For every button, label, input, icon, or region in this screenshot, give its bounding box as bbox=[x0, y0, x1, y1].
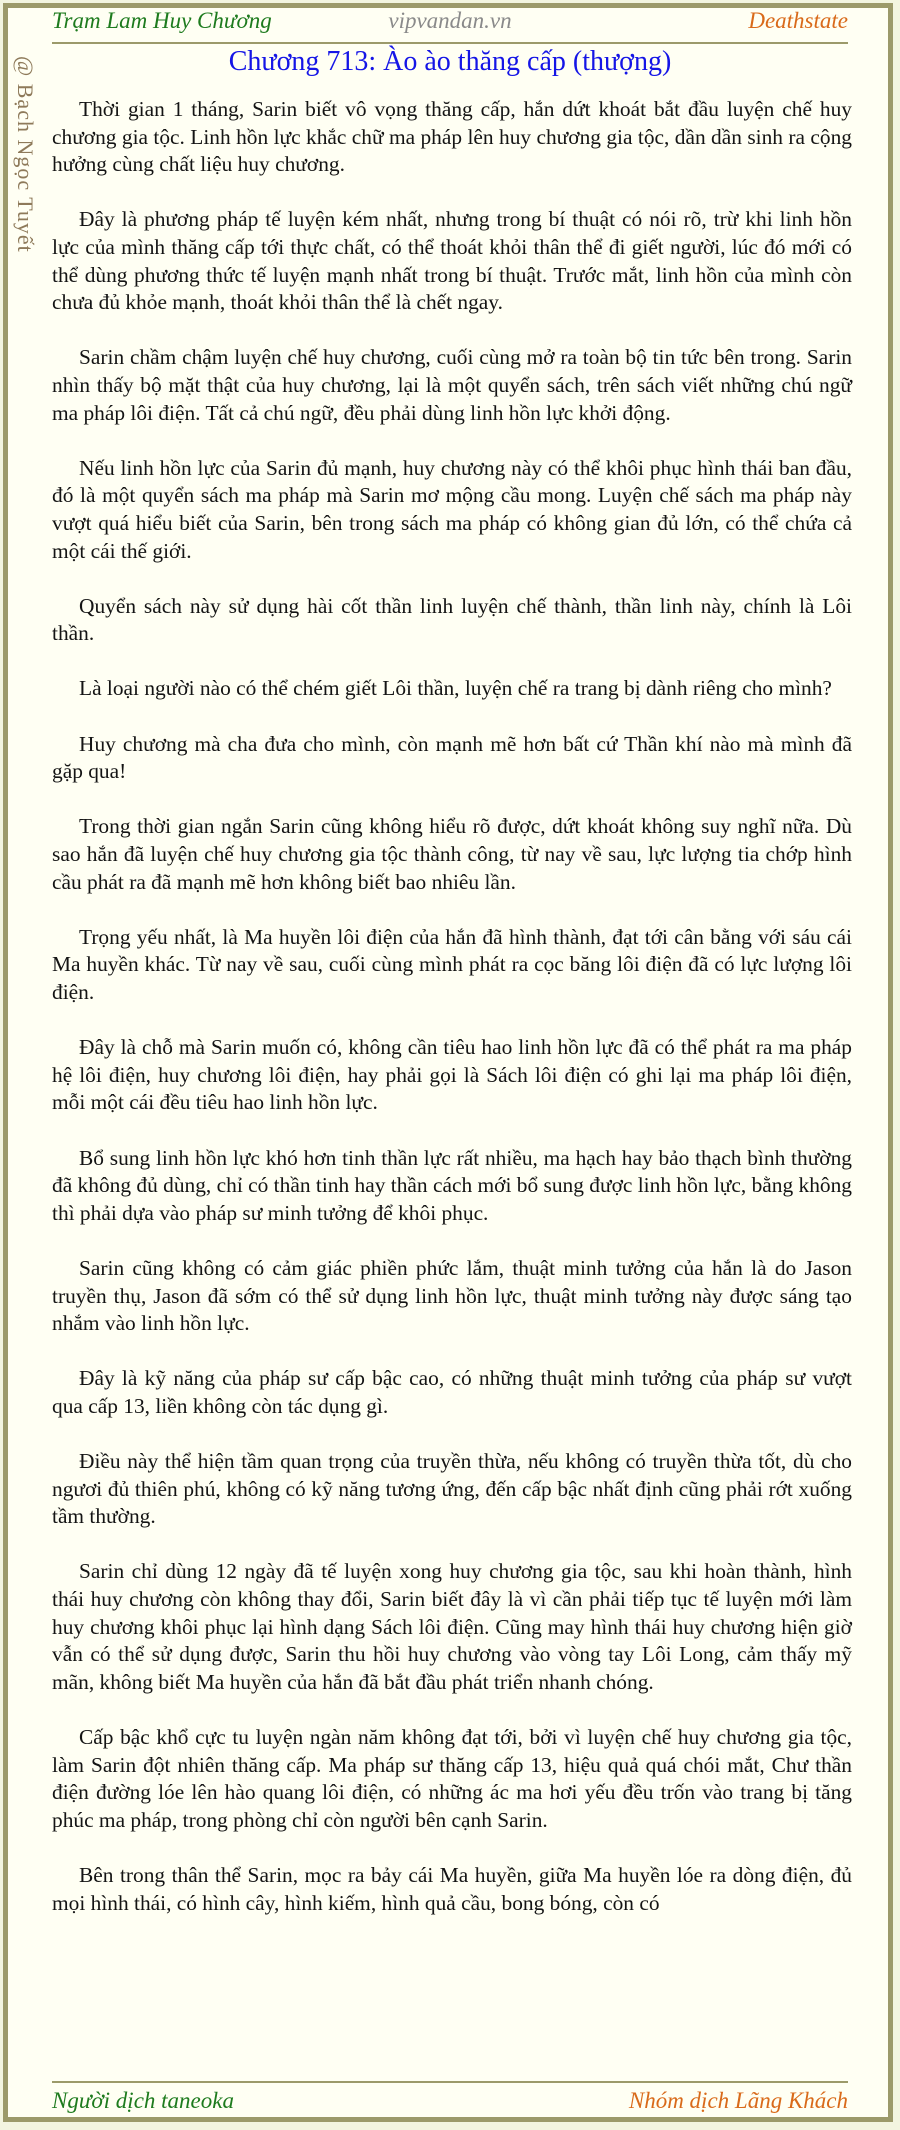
header-divider bbox=[52, 42, 848, 44]
page-header bbox=[52, 8, 848, 42]
chapter-body bbox=[52, 96, 852, 1945]
header-book-title: Trạm Lam Huy Chương bbox=[52, 8, 272, 33]
paragraph: Sarin chầm chậm luyện chế huy chương, cuối cùng mở ra toàn bộ tin tức bên trong. Sarin nhìn thấy bộ mặt thật của huy chương, lại là một quyển sách, trên sách viết những chú ngữ ma pháp lôi điện. Tất cả chú ngữ, đều phải dùng linh hồn lực khởi động. bbox=[52, 345, 852, 425]
header-site: vipvandan.vn bbox=[388, 8, 512, 33]
paragraph: Thời gian 1 tháng, Sarin biết vô vọng thăng cấp, hắn dứt khoát bắt đầu luyện chế huy chương gia tộc. Linh hồn lực khắc chữ ma pháp lên huy chương gia tộc, dần dần sinh ra cộng hưởng cùng chất liệu huy chương. bbox=[52, 97, 852, 177]
paragraph: Sarin chỉ dùng 12 ngày đã tế luyện xong huy chương gia tộc, sau khi hoàn thành, hình thái huy chương còn không thay đổi, Sarin biết đây là vì cần phải tiếp tục tế luyện mới làm huy chương khôi phục lại hình dạng Sách lôi điện. Cũng may hình thái huy chương hiện giờ vẫn có thể sử dụng được, Sarin thu hồi huy chương vào vòng tay Lôi Long, cảm thấy mỹ mãn, không biết Ma huyền của hắn đã bắt đầu phát triển nhanh chóng. bbox=[52, 1559, 852, 1694]
side-watermark: @ Bạch Ngọc Tuyết bbox=[13, 56, 38, 253]
footer-translator: Người dịch taneoka bbox=[52, 2088, 234, 2113]
paragraph: Bổ sung linh hồn lực khó hơn tinh thần lực rất nhiều, ma hạch hay bảo thạch bình thường đã không đủ dùng, chỉ có thần tinh hay thần cách mới bổ sung được linh hồn lực, bằng không thì phải dựa vào pháp sư minh tưởng để khôi phục. bbox=[52, 1145, 852, 1225]
header-author: Deathstate bbox=[748, 8, 848, 33]
chapter-title: Chương 713: Ào ào thăng cấp (thượng) bbox=[228, 46, 672, 77]
footer-divider bbox=[52, 2081, 848, 2083]
paragraph: Cấp bậc khổ cực tu luyện ngàn năm không đạt tới, bởi vì luyện chế huy chương gia tộc, làm Sarin đột nhiên thăng cấp. Ma pháp sư thăng cấp 13, hiệu quả quá chói mắt, Chư thần điện đường lóe lên hào quang lôi điện, có những ác ma hơi yếu đều trốn vào trang bị tăng phúc ma pháp, trong phòng chỉ còn người bên cạnh Sarin. bbox=[52, 1725, 852, 1832]
paragraph: Trong thời gian ngắn Sarin cũng không hiểu rõ được, dứt khoát không suy nghĩ nữa. Dù sao hắn đã luyện chế huy chương gia tộc thành công, từ nay về sau, lực lượng tia chớp hình cầu phát ra đã mạnh mẽ hơn không biết bao nhiêu lần. bbox=[52, 814, 852, 894]
paragraph: Đây là chỗ mà Sarin muốn có, không cần tiêu hao linh hồn lực đã có thể phát ra ma pháp hệ lôi điện, huy chương lôi điện, hay phải gọi là Sách lôi điện có ghi lại ma pháp lôi điện, mỗi một cái đều tiêu hao linh hồn lực. bbox=[52, 1035, 852, 1115]
paragraph: Đây là phương pháp tế luyện kém nhất, nhưng trong bí thuật có nói rõ, trừ khi linh hồn lực của mình thăng cấp tới thực chất, có thể thoát khỏi thân thể đi giết người, lúc đó mới có thể dùng phương thức tế luyện mạnh nhất trong bí thuật. Trước mắt, linh hồn của mình còn chưa đủ khỏe mạnh, thoát khỏi thân thể là chết ngay. bbox=[52, 207, 852, 315]
page-footer bbox=[52, 2088, 848, 2122]
paragraph: Trọng yếu nhất, là Ma huyền lôi điện của hắn đã hình thành, đạt tới cân bằng với sáu cái Ma huyền khác. Từ nay về sau, cuối cùng mình phát ra cọc băng lôi điện đã có lực lượng lôi điện. bbox=[52, 924, 852, 1004]
paragraph: Sarin cũng không có cảm giác phiền phức lắm, thuật minh tưởng của hắn là do Jason truyền thụ, Jason đã sớm có thể sử dụng linh hồn lực, thuật minh tưởng này được sáng tạo nhắm vào linh hồn lực. bbox=[52, 1255, 852, 1336]
paragraph: Nếu linh hồn lực của Sarin đủ mạnh, huy chương này có thể khôi phục hình thái ban đầu, đó là một quyển sách ma pháp mà Sarin mơ mộng cầu mong. Luyện chế sách ma pháp này vượt quá hiểu biết của Sarin, bên trong sách ma pháp có không gian đủ lớn, có thể chứa cả một cái thế giới. bbox=[52, 455, 852, 563]
paragraph: Điều này thể hiện tầm quan trọng của truyền thừa, nếu không có truyền thừa tốt, dù cho ngươi đủ thiên phú, không có kỹ năng tương ứng, đến cấp bậc nhất định cũng phải rớt xuống tầm thường. bbox=[52, 1449, 852, 1529]
paragraph: Bên trong thân thể Sarin, mọc ra bảy cái Ma huyền, giữa Ma huyền lóe ra dòng điện, đủ mọi hình thái, có hình cây, hình kiếm, hình quả cầu, bong bóng, còn có bbox=[52, 1863, 852, 1915]
paragraph: Quyển sách này sử dụng hài cốt thần linh luyện chế thành, thần linh này, chính là Lôi thần. bbox=[52, 593, 852, 646]
paragraph: Đây là kỹ năng của pháp sư cấp bậc cao, có những thuật minh tưởng của pháp sư vượt qua cấp 13, liền không còn tác dụng gì. bbox=[52, 1366, 852, 1418]
paragraph: Huy chương mà cha đưa cho mình, còn mạnh mẽ hơn bất cứ Thần khí nào mà mình đã gặp qua! bbox=[52, 731, 852, 784]
paragraph: Là loại người nào có thể chém giết Lôi thần, luyện chế ra trang bị dành riêng cho mình? bbox=[79, 676, 832, 701]
footer-group: Nhóm dịch Lãng Khách bbox=[628, 2088, 848, 2113]
